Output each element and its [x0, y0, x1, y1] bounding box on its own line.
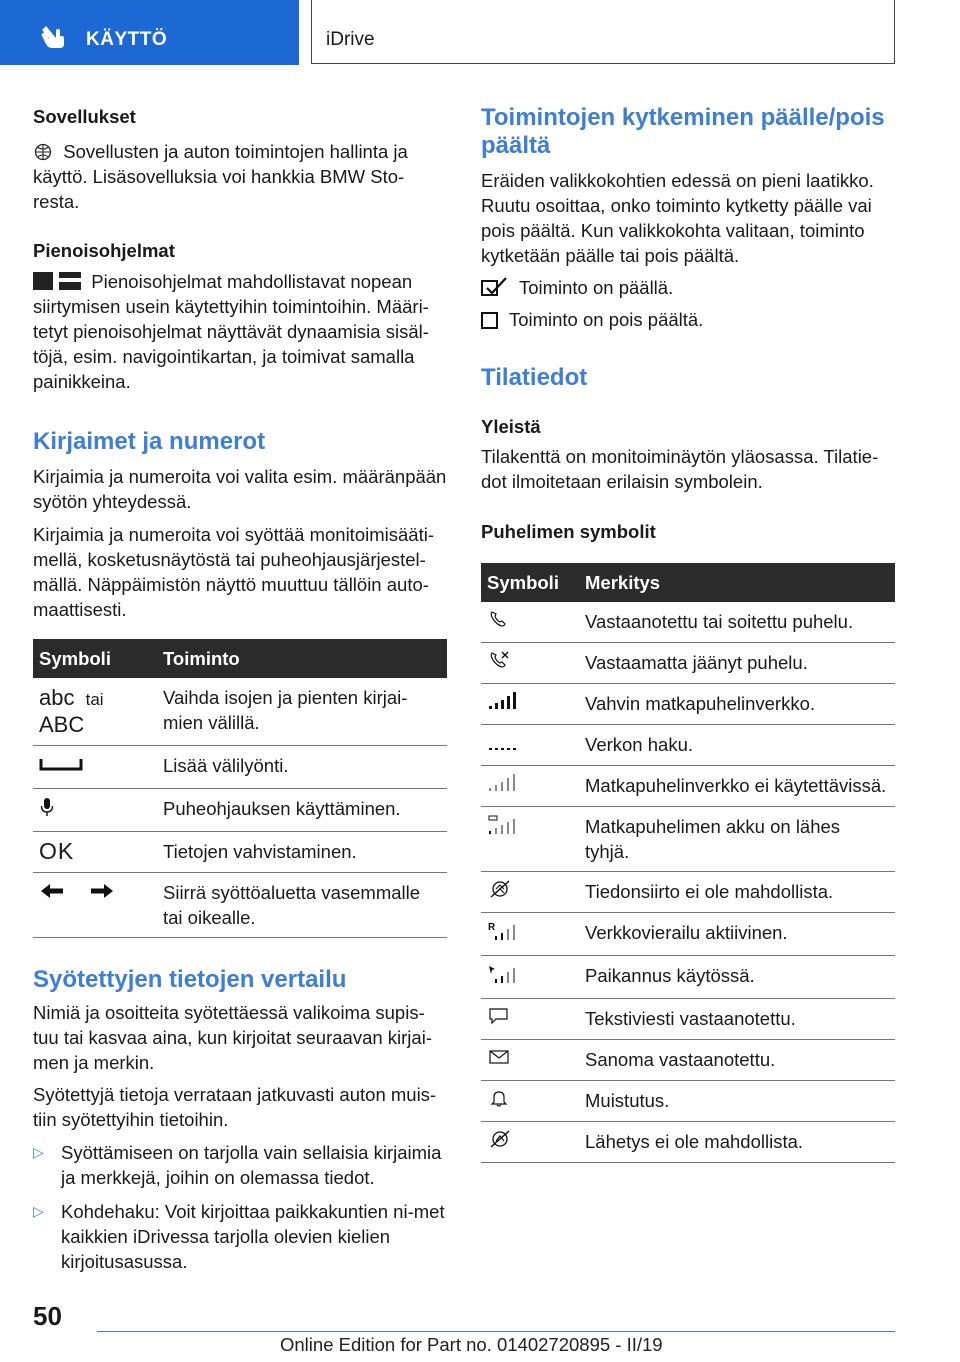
table-row [33, 832, 447, 873]
left-column [33, 100, 447, 1274]
chapter-header [311, 0, 895, 64]
envelope-icon [487, 1047, 511, 1067]
general-title: Yleistä [481, 416, 541, 437]
table-header-meaning: Merkitys [579, 563, 895, 602]
table-cell-text: Matkapuhelimen akku on lähes tyhjä. [579, 807, 895, 872]
call-active-icon [487, 609, 511, 629]
compare-paragraph-1: Nimiä ja osoitteita syötettäessä valikoima supis-tuu tai kasvaa aina, kun kirjoitat seuraavan kirjai-men ja merkin. [33, 1002, 432, 1073]
location-icon [487, 963, 517, 985]
table-header-symbol: Symboli [33, 639, 157, 678]
triangle-bullet-icon: ▷ [33, 1203, 44, 1219]
table-cell-text: Vastaanotettu tai soitettu puhelu. [579, 602, 895, 643]
letters-paragraph-1: Kirjaimia ja numeroita voi valita esim. määränpään syötön yhteydessä. [33, 466, 447, 512]
toggle-heading: Toimintojen kytkeminen päälle/pois päältä [481, 104, 885, 159]
table-cell-text: Muistutus. [579, 1081, 895, 1122]
checkbox-empty-icon [481, 311, 499, 329]
no-network-icon [487, 773, 517, 793]
table-row [481, 872, 895, 913]
abc-case-icon: abc tai ABC [33, 678, 157, 746]
section-title: KÄYTTÖ [86, 29, 168, 50]
widgets-icon [33, 271, 81, 291]
no-data-icon [487, 879, 513, 899]
list-item [33, 1140, 447, 1190]
triangle-bullet-icon: ▷ [33, 1144, 44, 1160]
table-row [481, 684, 895, 725]
table-cell-text: Vaihda isojen ja pienten kirjai-mien välillä. [157, 678, 447, 746]
roaming-icon [487, 920, 517, 942]
table-row [33, 873, 447, 938]
table-cell-text: Lisää välilyönti. [157, 746, 447, 789]
table-cell-text: Tiedonsiirto ei ole mahdollista. [579, 872, 895, 913]
space-bar-icon [39, 753, 83, 775]
table-row [481, 1122, 895, 1163]
table-cell-text: Paikannus käytössä. [579, 956, 895, 999]
table-cell-text: Sanoma vastaanotettu. [579, 1040, 895, 1081]
table-cell-text: Verkon haku. [579, 725, 895, 766]
signal-strength-icon [487, 691, 517, 711]
table-row [33, 746, 447, 789]
toggle-on-line [481, 275, 895, 300]
section-tab [0, 0, 299, 65]
table-row [33, 678, 447, 746]
status-heading: Tilatiedot [481, 364, 588, 391]
table-cell-text: Puheohjauksen käyttäminen. [157, 789, 447, 832]
compare-heading: Syötettyjen tietojen vertailu [33, 966, 347, 993]
footer-divider [97, 1331, 895, 1332]
right-column [481, 100, 895, 1163]
table-row [481, 956, 895, 999]
apps-paragraph [33, 139, 447, 214]
general-paragraph: Tilakenttä on monitoiminäytön yläosassa. Tilatie-dot ilmoitetaan erilaisin symbolein. [481, 446, 879, 492]
sms-icon [487, 1006, 511, 1026]
microphone-icon [39, 796, 55, 818]
table-cell-text: Matkapuhelinverkko ei käytettävissä. [579, 766, 895, 807]
keyboard-symbol-table [33, 639, 447, 938]
table-row [33, 789, 447, 832]
table-cell-text: Tietojen vahvistaminen. [157, 832, 447, 873]
table-row [481, 807, 895, 872]
table-header-function: Toiminto [157, 639, 447, 678]
apps-icon [33, 143, 53, 161]
table-cell-text: Verkkovierailu aktiivinen. [579, 913, 895, 956]
phone-symbols-title: Puhelimen symbolit [481, 521, 656, 542]
apps-text: Sovellusten ja auton toimintojen hallinta ja käyttö. Lisäsovelluksia voi hankkia BMW Sto-resta. [33, 141, 408, 212]
table-row [481, 1040, 895, 1081]
missed-call-icon [487, 650, 511, 670]
apps-title: Sovellukset [33, 106, 136, 127]
toggle-off-line [481, 307, 895, 332]
letters-paragraph-2: Kirjaimia ja numeroita voi syöttää monitoimisääti-mellä, kosketusnäytöstä tai puheohjausjärjestel-mällä. Näppäimistön näyttö muuttuu tällöin auto-maattisesti. [33, 524, 434, 620]
toggle-off-text: Toiminto on pois päältä. [508, 309, 704, 330]
table-row [481, 1081, 895, 1122]
bell-icon [487, 1088, 511, 1108]
bullet-text: Syöttämiseen on tarjolla vain sellaisia kirjaimia ja merkkejä, joihin on olemassa tiedot. [61, 1142, 442, 1188]
send-disabled-icon [487, 1129, 513, 1149]
toggle-on-text: Toiminto on päällä. [518, 277, 674, 298]
widgets-paragraph [33, 269, 447, 394]
table-cell-text: Vastaamatta jäänyt puhelu. [579, 643, 895, 684]
network-search-icon [487, 732, 517, 752]
letters-heading: Kirjaimet ja numerot [33, 428, 266, 455]
table-row [481, 999, 895, 1040]
table-row [481, 725, 895, 766]
compare-paragraph-2: Syötettyjä tietoja verrataan jatkuvasti auton muis-tiin syötettyihin tietoihin. [33, 1084, 437, 1130]
chapter-title: iDrive [326, 29, 375, 50]
table-header-symbol: Symboli [481, 563, 579, 602]
table-cell-text: Vahvin matkapuhelinverkko. [579, 684, 895, 725]
svg-text:R: R [488, 922, 496, 933]
table-row [481, 602, 895, 643]
table-row [481, 913, 895, 956]
checkbox-checked-icon [481, 277, 509, 297]
table-row [481, 766, 895, 807]
phone-symbol-table [481, 563, 895, 1163]
footer-edition: Online Edition for Part no. 01402720895 - II/19 [280, 1334, 663, 1355]
page-number: 50 [33, 1301, 62, 1331]
ok-icon: OK [39, 838, 75, 864]
table-cell-text: Lähetys ei ole mahdollista. [579, 1122, 895, 1163]
arrows-left-right-icon [39, 880, 115, 902]
toggle-paragraph: Eräiden valikkokohtien edessä on pieni laatikko. Ruutu osoittaa, onko toiminto kytketty päälle vai pois päältä. Kun valikkokohta valitaan, toiminto kytketään päälle tai pois päältä. [481, 170, 874, 266]
bullet-text: Kohdehaku: Voit kirjoittaa paikkakuntien ni-met kaikkien iDrivessa tarjolla olevien kielien kirjoitusasussa. [61, 1201, 445, 1272]
widgets-text: Pienoisohjelmat mahdollistavat nopean siirtymisen usein käytettyihin toimintoihin. Määri-tetyt pienoisohjelmat näyttävät dynaamisia sisäl-töjä, esim. navigointikartan, ja toimivat samalla painikkeina. [33, 271, 429, 392]
list-item [33, 1199, 447, 1274]
hand-pointer-icon [38, 22, 68, 50]
widgets-title: Pienoisohjelmat [33, 240, 175, 261]
battery-low-icon [487, 814, 517, 836]
table-row [481, 643, 895, 684]
table-cell-text: Tekstiviesti vastaanotettu. [579, 999, 895, 1040]
table-cell-text: Siirrä syöttöaluetta vasemmalle tai oikealle. [157, 873, 447, 938]
